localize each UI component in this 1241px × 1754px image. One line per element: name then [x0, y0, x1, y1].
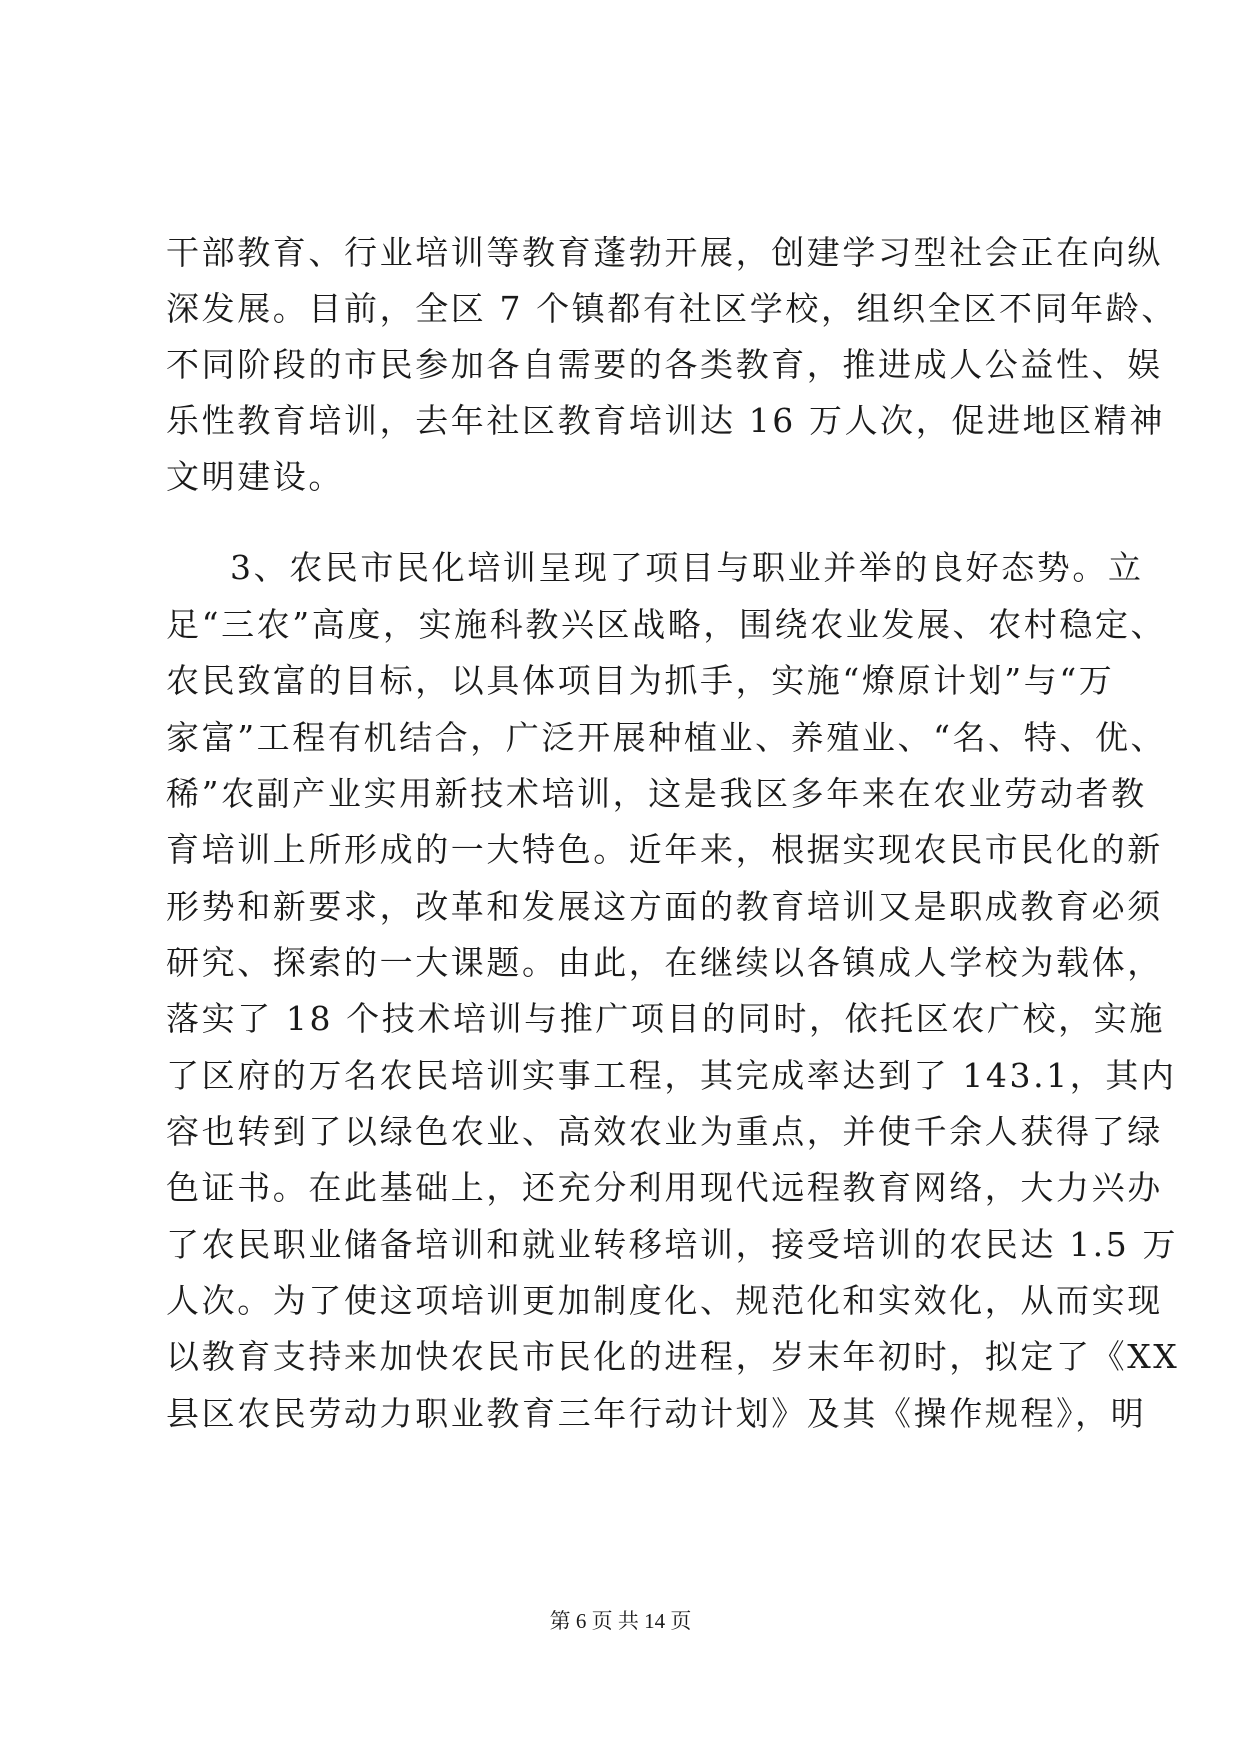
text-line: 深发展。目前，全区 7 个镇都有社区学校，组织全区不同年龄、 [166, 289, 1177, 328]
text-line: 了区府的万名农民培训实事工程，其完成率达到了 143.1，其内 [166, 1056, 1177, 1095]
text-line: 形势和新要求，改革和发展这方面的教育培训又是职成教育必须 [166, 887, 1163, 926]
text-line: 育培训上所形成的一大特色。近年来，根据实现农民市民化的新 [166, 830, 1163, 869]
text-line: 人次。为了使这项培训更加制度化、规范化和实效化，从而实现 [166, 1281, 1163, 1320]
text-line: 落实了 18 个技术培训与推广项目的同时，依托区农广校，实施 [166, 999, 1165, 1038]
text-line: 家富”工程有机结合，广泛开展种植业、养殖业、“名、特、优、 [166, 718, 1167, 757]
text-line: 乐性教育培训，去年社区教育培训达 16 万人次，促进地区精神 [166, 401, 1165, 440]
text-line: 稀”农副产业实用新技术培训，这是我区多年来在农业劳动者教 [166, 774, 1147, 813]
text-line: 干部教育、行业培训等教育蓬勃开展，创建学习型社会正在向纵 [166, 233, 1163, 272]
text-line: 研究、探索的一大课题。由此，在继续以各镇成人学校为载体， [166, 943, 1163, 982]
text-line: 足“三农”高度，实施科教兴区战略，围绕农业发展、农村稳定、 [166, 605, 1167, 644]
text-line: 色证书。在此基础上，还充分利用现代远程教育网络，大力兴办 [166, 1168, 1163, 1207]
text-line: 以教育支持来加快农民市民化的进程，岁末年初时，拟定了《XX [166, 1337, 1180, 1376]
text-line: 不同阶段的市民参加各自需要的各类教育，推进成人公益性、娱 [166, 345, 1163, 384]
text-line: 文明建设。 [166, 457, 344, 496]
text-line: 县区农民劳动力职业教育三年行动计划》及其《操作规程》，明 [166, 1394, 1147, 1433]
text-line: 农民致富的目标，以具体项目为抓手，实施“燎原计划”与“万 [166, 661, 1115, 700]
text-line: 了农民职业储备培训和就业转移培训，接受培训的农民达 1.5 万 [166, 1225, 1179, 1264]
text-line: 容也转到了以绿色农业、高效农业为重点，并使千余人获得了绿 [166, 1112, 1163, 1151]
page-footer: 第 6 页 共 14 页 [549, 1609, 692, 1633]
paragraph-first-line: 3、农民市民化培训呈现了项目与职业并举的良好态势。立 [230, 548, 1144, 587]
